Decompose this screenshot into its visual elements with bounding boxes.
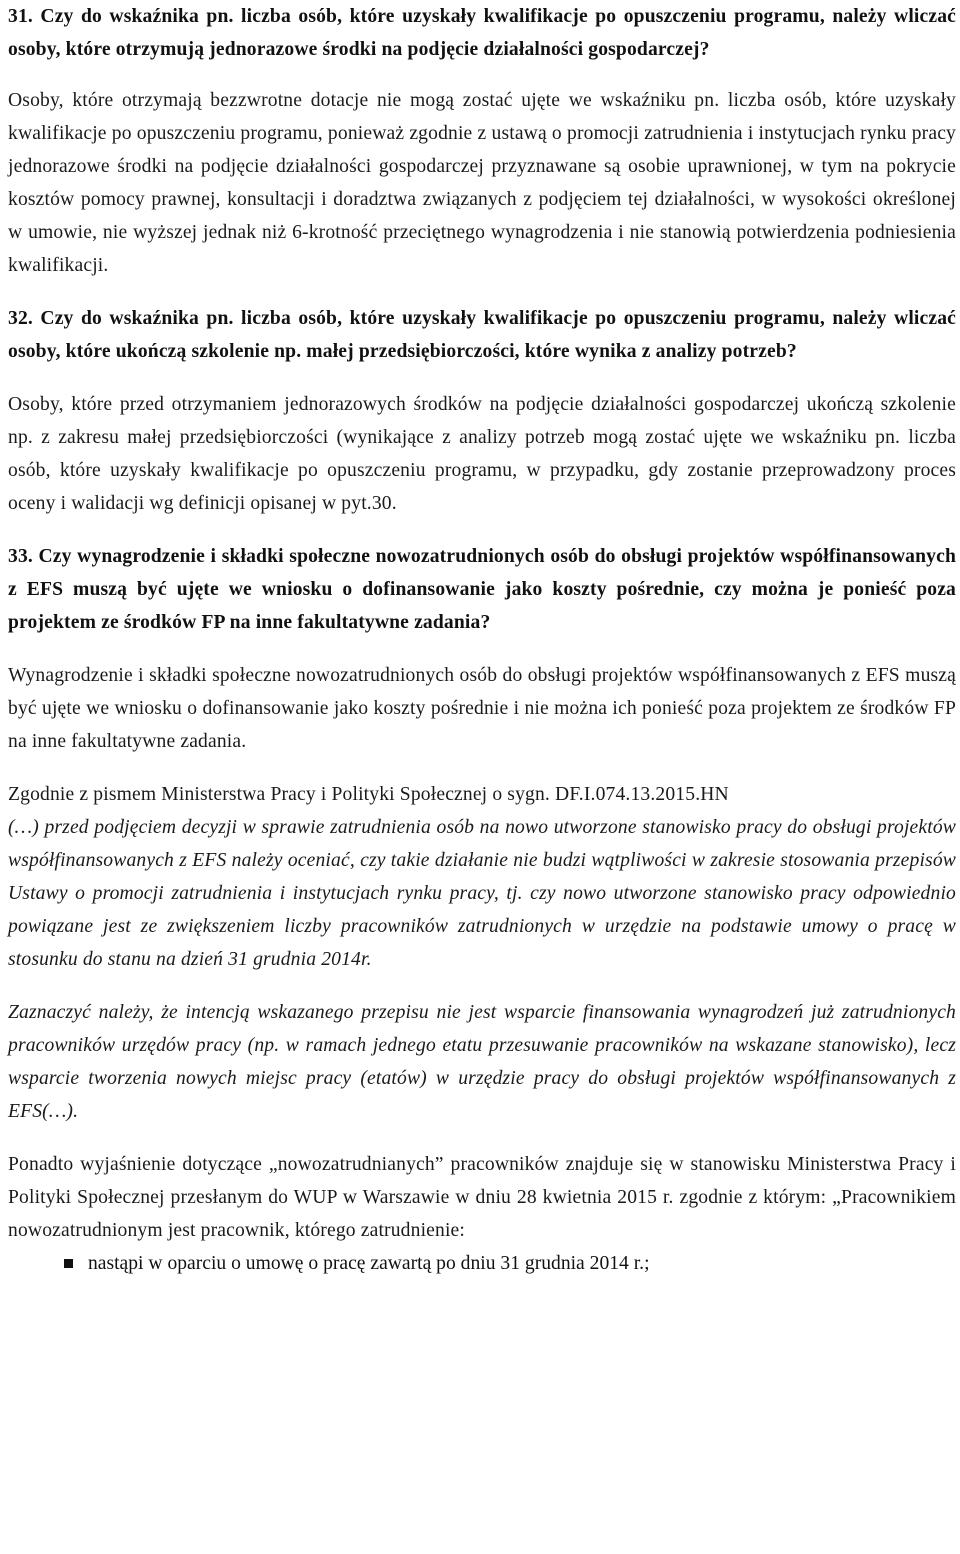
question-33-section — [8, 540, 956, 1280]
document-page — [8, 0, 956, 1280]
list-item-text: nastąpi w oparciu o umowę o pracę zawartą po dniu 31 grudnia 2014 r.; — [88, 1253, 650, 1274]
answer-33-text: Wynagrodzenie i składki społeczne nowozatrudnionych osób do obsługi projektów współfinansowanych z EFS muszą być ujęte we wniosku o dofinansowanie jako koszty pośrednie i nie można ich ponieść poza projektem ze środków FP na inne fakultatywne zadania. — [8, 665, 956, 752]
bullet-list — [8, 1247, 956, 1280]
square-bullet-icon — [64, 1259, 73, 1268]
question-31-text: 31. Czy do wskaźnika pn. liczba osób, które uzyskały kwalifikacje po opuszczeniu programu, należy wliczać osoby, które otrzymują jednorazowe środki na podjęcie działalności gospodarczej? — [8, 6, 956, 60]
question-33-text: 33. Czy wynagrodzenie i składki społeczne nowozatrudnionych osób do obsługi projektów współfinansowanych z EFS muszą być ujęte we wniosku o dofinansowanie jako koszty pośrednie, czy można je ponieść poza projektem ze środków FP na inne fakultatywne zadania? — [8, 546, 956, 633]
letter-quote-2-text: Zaznaczyć należy, że intencją wskazanego przepisu nie jest wsparcie finansowania wynagrodzeń już zatrudnionych pracowników urzędów pracy (np. w ramach jednego etatu przesuwanie pracowników na wskazane stanowisko), lecz wsparcie tworzenia nowych miejsc pracy (etatów) w urzędzie pracy do obsługi projektów współfinansowanych z EFS(…). — [8, 1002, 956, 1122]
answer-31-text: Osoby, które otrzymają bezzwrotne dotacje nie mogą zostać ujęte we wskaźniku pn. liczba osób, które uzyskały kwalifikacje po opuszczeniu programu, ponieważ zgodnie z ustawą o promocji zatrudnienia i instytucjach rynku pracy jednorazowe środki na podjęcie działalności gospodarczej przyznawane są osobie uprawnionej, w tym na pokrycie kosztów pomocy prawnej, konsultacji i doradztwa związanych z podjęciem tej działalności, w wysokości określonej w umowie, nie wyższej jednak niż 6-krotność przeciętnego wynagrodzenia i nie stanowią potwierdzenia podniesienia kwalifikacji. — [8, 90, 956, 276]
question-31-section — [8, 0, 956, 282]
question-32-text: 32. Czy do wskaźnika pn. liczba osób, które uzyskały kwalifikacje po opuszczeniu programu, należy wliczać osoby, które ukończą szkolenie np. małej przedsiębiorczości, które wynika z analizy potrzeb? — [8, 308, 956, 362]
letter-quote-1-text: (…) przed podjęciem decyzji w sprawie zatrudnienia osób na nowo utworzone stanowisko pracy do obsługi projektów współfinansowanych z EFS należy oceniać, czy takie działanie nie budzi wątpliwości w zakresie stosowania przepisów Ustawy o promocji zatrudnienia i instytucjach rynku pracy, tj. czy nowo utworzone stanowisko pracy odpowiednio powiązane jest ze zwiększeniem liczby pracowników zatrudnionych w urzędzie na podstawie umowy o pracę w stosunku do stanu na dzień 31 grudnia 2014r. — [8, 817, 956, 970]
ponadto-paragraph: Ponadto wyjaśnienie dotyczące „nowozatrudnianych” pracowników znajduje się w stanowisku Ministerstwa Pracy i Polityki Społecznej przesłanym do WUP w Warszawie w dniu 28 kwietnia 2015 r. zgodnie z którym: „Pracownikiem nowozatrudnionym jest pracownik, którego zatrudnienie: — [8, 1154, 956, 1241]
question-32-section — [8, 302, 956, 520]
letter-intro-text: Zgodnie z pismem Ministerstwa Pracy i Polityki Społecznej o sygn. DF.I.074.13.2015.HN — [8, 784, 729, 805]
answer-32-text: Osoby, które przed otrzymaniem jednorazowych środków na podjęcie działalności gospodarczej ukończą szkolenie np. z zakresu małej przedsiębiorczości (wynikające z analizy potrzeb mogą zostać ujęte we wskaźniku pn. liczba osób, które uzyskały kwalifikacje po opuszczeniu programu, w przypadku, gdy zostanie przeprowadzony proces oceny i walidacji wg definicji opisanej w pyt.30. — [8, 394, 956, 514]
list-item — [8, 1247, 956, 1280]
